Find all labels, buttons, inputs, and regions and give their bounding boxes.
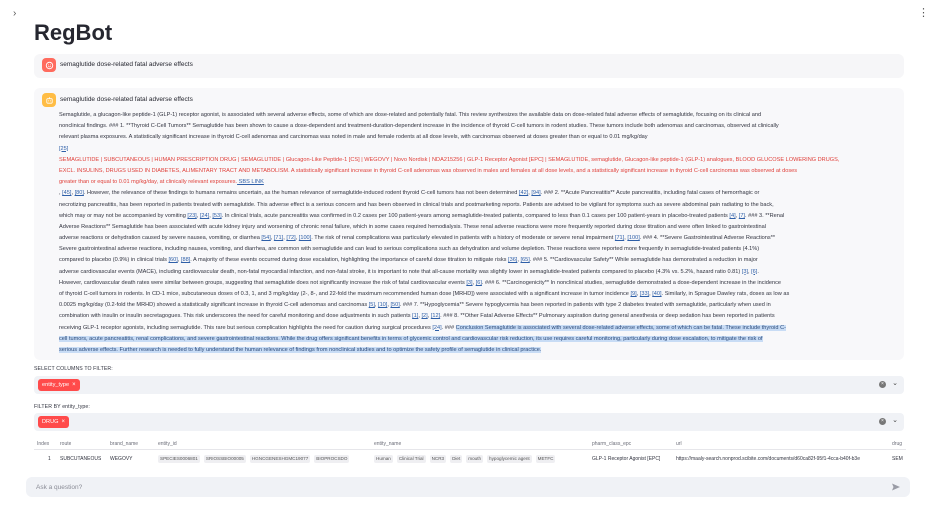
message-text: , (209, 212, 213, 219)
message-line (59, 300, 905, 311)
entity-id-chip: SRIOSSBIO00005 (205, 456, 244, 461)
citation-link[interactable]: [23] (187, 212, 197, 219)
cell-entity-id (158, 454, 370, 465)
message-text: . ### 5. **Cardiovascular Safety** While semaglutide has demonstrated a reduction in major (529, 257, 758, 264)
message-text: receiving GLP-1 receptor agonists, including semaglutide. This rare but serious complication highlights the need for caution during surgical procedures (59, 324, 433, 331)
citation-link[interactable]: [5] (368, 302, 375, 309)
table-header (34, 437, 906, 450)
column-header[interactable]: Index (37, 441, 50, 447)
highlighted-text: Conclusion Semaglutide is associated with several dose-related adverse effects, some of which can be fatal. These include thyroid C- (455, 324, 786, 331)
citation-link[interactable]: [24] (432, 324, 442, 331)
citation-link[interactable]: SBS LINK (237, 179, 264, 186)
message-text: . ### 3. **Renal (745, 212, 785, 219)
column-header[interactable]: brand_name (110, 441, 139, 447)
citation-link[interactable]: [94] (531, 190, 541, 197)
cell-index: 1 (48, 456, 51, 462)
message-text: , (196, 212, 200, 219)
citation-link[interactable]: [54] (261, 235, 271, 242)
results-table[interactable] (34, 437, 906, 469)
cell-brand-name: WEGOVY (110, 456, 133, 462)
assistant-message-body (59, 110, 905, 356)
user-message (34, 54, 904, 78)
message-text: , (59, 190, 63, 197)
citation-link[interactable]: [1] (412, 313, 419, 320)
message-text: . ### 6. **Carcinogenicity** In nonclinical studies, semaglutide demonstrated a dose-dependent increase in the incidence (481, 279, 782, 286)
message-line (59, 311, 905, 322)
message-text: , (283, 235, 287, 242)
entity-name-chip: NCR3 (431, 456, 445, 461)
cell-route: SUBCUTANEOUS (60, 456, 102, 462)
message-text: . In clinical trials, acute pancreatitis was confirmed in 0.2 cases per 100 patient-years among semaglutide-treated patients, compared to less than 0.1 cases per 100 patient-years in placebo-treated patients (221, 212, 730, 219)
citation-link[interactable]: [4] (729, 212, 736, 219)
entity-name-chip: Diet (452, 456, 461, 461)
citation-link[interactable]: [7] (738, 212, 745, 219)
message-text: adverse reactions or dehydration caused by severe nausea, vomiting, or diarrhea (59, 235, 262, 242)
message-text: Adverse Reactions** Semaglutide has been associated with acute kidney injury and worsening of chronic renal failure, which in some cases required hemodialysis. These renal adverse reactions were more frequently reported during dose titration and were often linked to gastrointestinal (59, 223, 766, 230)
citation-link[interactable]: [65] (520, 257, 530, 264)
citation-link[interactable]: [100] (298, 235, 312, 242)
citation-link[interactable]: [88] (180, 257, 191, 264)
chevron-right-icon[interactable]: › (13, 8, 17, 19)
message-line (59, 323, 905, 334)
message-text: which may or may not be accompanied by vomiting (59, 212, 188, 219)
column-header[interactable]: route (60, 441, 72, 447)
citation-link[interactable]: [6] (475, 279, 482, 286)
message-text: , (748, 268, 752, 275)
message-line (59, 233, 905, 244)
citation-link[interactable]: [2] (421, 313, 428, 320)
source-excerpt: EXCL. INSULINS, DRUGS USED IN DIABETES, ALIMENTARY TRACT AND METABOLISM. A statistically significant increase in thyroid C-cell adenomas was observed in males and females at all dose levels, and a statistically significant increase in thyroid C-cell carcinomas was observed at doses (59, 167, 798, 174)
chat-input[interactable] (36, 481, 876, 493)
message-line (59, 345, 905, 356)
message-text: , (735, 212, 739, 219)
message-text: . ### 2. **Acute Pancreatitis** Acute pancreatitis, including fatal cases of hemorrhagic or (540, 190, 760, 197)
citation-link[interactable]: [12] (430, 313, 441, 320)
cell-url[interactable]: https://maaly-search.nonprod.scibite.com/documents/d60ca82f-95f1-4cca-b40f-b3e (676, 456, 860, 462)
cell-drug: SEM (892, 456, 903, 462)
column-header[interactable]: url (676, 441, 682, 447)
message-text: . ### (441, 324, 456, 331)
message-line (59, 244, 905, 255)
citation-link[interactable]: [53] (212, 212, 222, 219)
message-text: , (624, 235, 628, 242)
message-line (59, 222, 905, 233)
message-text: . A majority of these events occurred during dose escalation, highlighting the importance of careful dose titration to mitigate risks (190, 257, 509, 264)
selected-tag[interactable] (38, 379, 80, 391)
message-text: necrotizing pancreatitis, has been reported in patients treated with semaglutide. This adverse effect is a serious concern and has been observed in clinical trials and postmarketing reports. Patients are advised to be vigilant for symptoms such as severe abdominal pain radiating to the back, (59, 201, 774, 208)
message-text: However, cardiovascular death rates were similar between groups, suggesting that semaglutide does not significantly increase the risk of fatal cardiovascular events (59, 279, 467, 286)
cell-entity-name (374, 454, 588, 465)
citation-link[interactable]: [40] (652, 291, 662, 297)
message-line (59, 211, 905, 222)
citation-link[interactable]: [71] (614, 235, 625, 242)
citation-link[interactable]: [10] (378, 302, 388, 309)
citation-link[interactable]: [45] (62, 190, 72, 197)
entity-id-chip: BIOPROCSDO (316, 456, 348, 461)
message-text: , (427, 313, 431, 320)
filter-by-label: FILTER BY entity_type: (34, 404, 90, 410)
message-line (59, 255, 905, 266)
select-columns-label: SELECT COLUMNS TO FILTER: (34, 366, 113, 372)
assistant-message-title: semaglutide dose-related fatal adverse effects (60, 96, 193, 103)
message-line (59, 110, 905, 121)
message-text: Semaglutide, a glucagon-like peptide-1 (GLP-1) receptor agonist, is associated with several adverse effects, some of which are dose-related and potentially fatal. This review synthesizes the available data on dose-related fatal adverse effects of semaglutide, focusing on its clinical and (59, 112, 762, 118)
message-line (59, 177, 905, 188)
message-text: . ### 8. **Other Fatal Adverse Effects** Pulmonary aspiration during general anesthesia or deep sedation has been reported in patients (440, 313, 775, 320)
message-line (59, 132, 905, 143)
table-row[interactable] (34, 454, 906, 465)
message-line (59, 200, 905, 211)
message-line (59, 144, 905, 155)
citation-link[interactable]: [3] (741, 268, 749, 275)
entity-id-chip: SPECIES0006801 (160, 456, 198, 461)
message-text: 0.0025 mg/kg/day (0.2-fold the MRHD) showed a statistically significant increase in thyroid C-cell adenomas and carcinomas (59, 302, 369, 309)
citation-link[interactable]: [42] (518, 190, 529, 197)
message-line (59, 166, 905, 177)
entity-name-chip: Clinical Trial (398, 456, 424, 461)
message-text: , (71, 190, 75, 197)
user-face-icon (42, 58, 56, 72)
message-text: , (517, 257, 521, 264)
message-text: . ### 7. **Hypoglycemia** Severe hypoglycemia has been reported in patients with type 2 diabetes treated with semaglutide, particularly when used in (399, 302, 771, 309)
source-excerpt: SEMAGLUTIDE | SUBCUTANEOUS | HUMAN PRESCRIPTION DRUG | SEMAGLUTIDE | Glucagon-Like Peptide-1 [CS] | WEGOVY | Novo Nordisk | NDA215256 | GLP-1 Receptor Agonist [EPC] | SEMAGLUTIDE, semaglutide, Glucagon-like peptide-1 (GLP-1) analogues, BLOOD GLUCOSE LOWERING DRUGS, (59, 156, 840, 163)
column-header[interactable]: entity_name (374, 441, 402, 447)
citation-link[interactable]: [80] (74, 190, 84, 197)
assistant-message (34, 88, 904, 360)
entity-name-chip: hypoglycemic agent (489, 456, 530, 461)
column-header[interactable]: drug (892, 441, 903, 447)
message-text: , (636, 291, 640, 297)
source-excerpt: greater than or equal to 0.01 mg/kg/day, at clinically relevant exposures. (59, 179, 238, 186)
citation-link[interactable]: [9] (630, 291, 637, 297)
citation-link[interactable]: [24] (199, 212, 210, 219)
message-text: , (528, 190, 532, 197)
message-text: compared to placebo (0.9%) in clinical trials (59, 257, 169, 264)
filter-multiselect[interactable] (34, 413, 904, 431)
clear-circle-icon[interactable]: × (879, 418, 886, 425)
citation-link[interactable]: [71] (273, 235, 284, 242)
highlighted-text: serious adverse effects. Further research is needed to fully understand the human relevance of findings from nonclinical studies and to optimize the safety profile of semaglutide in clinical practice. (59, 346, 542, 353)
column-header[interactable]: entity_id (158, 441, 177, 447)
message-text: . (757, 268, 759, 275)
message-line (59, 267, 905, 278)
message-text: adverse cardiovascular events (MACE), including cardiovascular death, non-fatal myocardial infarction, and non-fatal stroke, it is important to note that all-cause mortality was slightly lower in semaglutide-treated patients compared to placebo (4.3% vs. 5.2%, hazard ratio 0.81) (59, 268, 742, 275)
tag-label: DRUG (42, 419, 59, 425)
cell-pharm-class: GLP-1 Receptor Agonist [EPC] (592, 456, 661, 462)
citation-link[interactable]: [60] (168, 257, 178, 264)
message-line (59, 278, 905, 289)
message-text: Severe gastrointestinal adverse reactions, including nausea, vomiting, and diarrhea, are common with semaglutide and can lead to serious complications such as dehydration and volume depletion. These reactions were reported more frequently in semaglutide-treated patients (4.1%) (59, 246, 760, 253)
citation-link[interactable]: [72] (286, 235, 296, 242)
message-text: . However, the relevance of these findings to humans remains uncertain, as the human relevance of semaglutide-induced rodent thyroid C-cell tumors has not been determined (83, 190, 519, 197)
send-arrow-icon[interactable] (891, 482, 901, 492)
message-text: . ### 4. **Severe Gastrointestinal Adverse Reactions** (639, 235, 776, 242)
message-text: , (374, 302, 379, 309)
tag-label: entity_type (42, 382, 70, 388)
entity-name-chip: mouth (468, 456, 482, 461)
citation-link[interactable]: [6] (751, 268, 758, 275)
entity-name-chip: METFC (537, 456, 554, 461)
remove-tag-icon[interactable]: × (61, 419, 65, 425)
citation-link[interactable]: [100] (627, 235, 640, 242)
message-text: of thyroid C-cell tumors in rodents. In CD-1 mice, subcutaneous doses of 0.3, 1, and 3 mg/kg/day (2-, 8-, and 22-fold the maximum recommended human dose [MRHD]) were associated with a significant increase in tumor incidence (59, 291, 631, 297)
citation-link[interactable]: [36] (508, 257, 518, 264)
citation-link[interactable]: [50] (390, 302, 400, 309)
user-message-text: semaglutide dose-related fatal adverse effects (60, 61, 193, 68)
message-line (59, 289, 905, 300)
message-text: . Similarly, in Sprague Dawley rats, doses as low as (661, 291, 790, 297)
entity-name-chip: Human (376, 456, 391, 461)
message-text: relevant plasma exposures. A statistically significant increase in thyroid C-cell adenomas and carcinomas was noted in male and female rodents at all dose levels, with carcinomas observed at doses greater than or equal to 0.01 mg/kg/day (59, 134, 648, 141)
message-text: , (418, 313, 422, 320)
message-text: , (387, 302, 391, 309)
message-line (59, 334, 905, 345)
citation-link[interactable]: [33] (639, 291, 650, 297)
citation-link[interactable]: [3] (466, 279, 473, 286)
message-line (59, 155, 905, 166)
message-text: , (295, 235, 299, 242)
message-line (59, 121, 905, 132)
message-text: nonclinical findings. ### 1. **Thyroid C-Cell Tumors** Semaglutide has been shown to cause a dose-dependent and treatment-duration-dependent increase in the incidence of thyroid C-cell tumors in rodent studies. These tumors include both adenomas and carcinomas, observed at clinically (59, 123, 779, 130)
selected-tag[interactable] (38, 416, 69, 428)
remove-tag-icon[interactable]: × (72, 382, 76, 388)
message-text: , (177, 257, 181, 264)
message-text: . The risk of renal complications was particularly elevated in patients with a history of moderate or severe renal impairment (311, 235, 615, 242)
bot-icon (42, 93, 56, 107)
clear-circle-icon[interactable]: × (879, 381, 886, 388)
message-text: combination with insulin or insulin secretagogues. This risk underscores the need for careful monitoring and dose adjustments in such patients (59, 313, 413, 320)
message-line (59, 188, 905, 199)
chevron-down-icon[interactable]: ⌄ (892, 417, 898, 424)
citation-link[interactable]: [25] (59, 145, 69, 152)
entity-id-chip: HGNCGENESHGMC19077 (251, 456, 309, 461)
columns-multiselect[interactable] (34, 376, 904, 394)
kebab-menu-icon[interactable]: ⋮ (918, 7, 928, 19)
chat-input-container[interactable] (26, 477, 910, 497)
message-text: , (270, 235, 274, 242)
chevron-down-icon[interactable]: ⌄ (892, 380, 898, 387)
message-text: , (472, 279, 476, 286)
highlighted-text: cell tumors, acute pancreatitis, renal complications, and severe gastrointestinal reactions. While the drug offers significant benefits in terms of glycemic control and cardiovascular risk reduction, its use requires careful monitoring, particularly during dose escalation, to mitigate the risk of (59, 335, 763, 342)
app-title: RegBot (34, 20, 113, 45)
column-header[interactable]: pharm_class_epc (592, 441, 632, 447)
message-text: , (649, 291, 653, 297)
